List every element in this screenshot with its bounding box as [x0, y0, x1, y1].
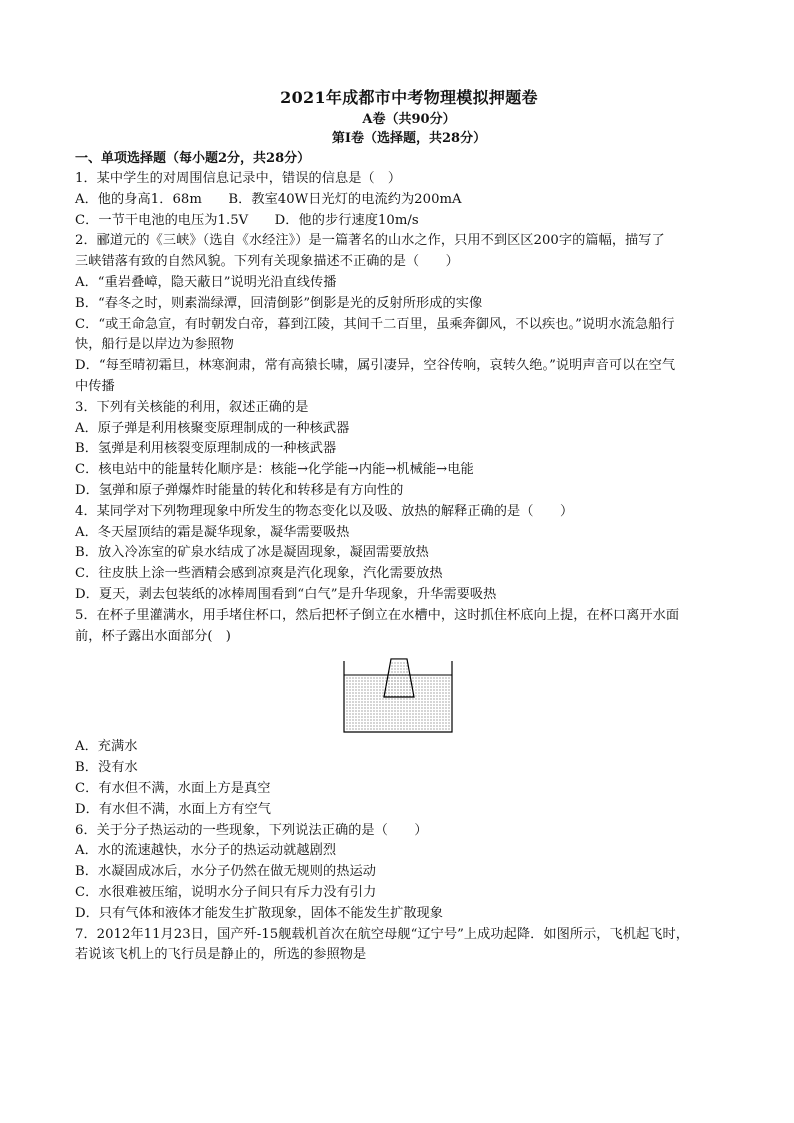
question-4-option-d: D．夏天，剥去包装纸的冰棒周围看到“白气”是升华现象，升华需要吸热 [75, 586, 497, 602]
question-3: 3．下列有关核能的利用，叙述正确的是 [75, 399, 309, 415]
question-5-option-d: D．有水但不满，水面上方有空气 [75, 801, 271, 817]
question-5-option-c: C．有水但不满，水面上方是真空 [75, 780, 271, 796]
question-5-line-1: 5．在杯子里灌满水，用手堵住杯口，然后把杯子倒立在水槽中，这时抓住杯底向上提，在杯口离开水面 [75, 607, 680, 623]
question-7-line-2: 若说该飞机上的飞行员是静止的，所选的参照物是 [75, 947, 367, 963]
question-6-option-d: D．只有气体和液体才能发生扩散现象，固体不能发生扩散现象 [75, 905, 444, 921]
question-3-option-b: B．氢弹是利用核裂变原理制成的一种核武器 [75, 441, 337, 457]
question-5-line-2: 前，杯子露出水面部分( ) [75, 628, 232, 644]
question-3-option-a: A．原子弹是利用核聚变原理制成的一种核武器 [75, 420, 350, 436]
question-6: 6．关于分子热运动的一些现象，下列说法正确的是（ ） [75, 822, 428, 838]
question-2-option-d-line-1: D．“每至晴初霜旦，林寒涧肃，常有高猿长啸，属引凄异，空谷传响，哀转久绝。”说明声音可以在空气 [75, 358, 676, 374]
question-2-option-a: A．“重岩叠嶂，隐天蔽日”说明光沿直线传播 [75, 274, 337, 290]
question-4-option-a: A．冬天屋顶结的霜是凝华现象，凝华需要吸热 [75, 524, 350, 540]
volume-heading: A卷（共90分） [362, 112, 456, 127]
question-1-options-cd: C．一节干电池的电压为1.5V D．他的步行速度10m/s [75, 212, 419, 228]
question-3-option-c: C．核电站中的能量转化顺序是：核能→化学能→内能→机械能→电能 [75, 462, 474, 478]
question-2-option-d-line-2: 中传播 [75, 378, 115, 394]
part-heading: 第Ⅰ卷（选择题，共28分） [331, 131, 487, 146]
question-5-option-b: B．没有水 [75, 760, 138, 776]
question-2-option-c-line-1: C．“或王命急宣，有时朝发白帝，暮到江陵，其间千二百里，虽乘奔御风，不以疾也。”说明水流急船行 [75, 316, 675, 332]
question-5-option-a: A．充满水 [75, 739, 138, 755]
cup-in-water-tank-icon [343, 653, 453, 733]
question-1-options-ab: A．他的身高1．68m B．教室40W日光灯的电流约为200mA [75, 191, 462, 207]
question-3-option-d: D．氢弹和原子弹爆炸时能量的转化和转移是有方向性的 [75, 482, 404, 498]
question-7-line-1: 7．2012年11月23日，国产歼-15舰载机首次在航空母舰“辽宁号”上成功起降．如图所示，飞机起飞时， [75, 926, 689, 942]
question-1: 1．某中学生的对周围信息记录中，错误的信息是（ ） [75, 171, 402, 186]
question-4-option-b: B．放入冷冻室的矿泉水结成了冰是凝固现象，凝固需要放热 [75, 545, 429, 561]
question-2-line-1: 2．郦道元的《三峡》（选自《水经注》）是一篇著名的山水之作，只用不到区区200字的篇幅，描写了 [75, 233, 665, 249]
question-2-option-b: B．“春冬之时，则素湍绿潭，回清倒影”倒影是光的反射所形成的实像 [75, 295, 483, 311]
question-6-option-c: C．水很难被压缩，说明水分子间只有斥力没有引力 [75, 884, 377, 900]
question-2-line-2: 三峡错落有致的自然风貌。下列有关现象描述不正确的是（ ） [75, 254, 459, 270]
question-6-option-a: A．水的流速越快，水分子的热运动就越剧烈 [75, 843, 337, 859]
question-4-option-c: C．往皮肤上涂一些酒精会感到凉爽是汽化现象，汽化需要放热 [75, 566, 443, 582]
question-4: 4．某同学对下列物理现象中所发生的物态变化以及吸、放热的解释正确的是（ ） [75, 503, 574, 519]
exam-title: 2021年成都市中考物理模拟押题卷 [280, 88, 538, 107]
question-5-figure [75, 647, 725, 737]
question-6-option-b: B．水凝固成冰后，水分子仍然在做无规则的热运动 [75, 864, 376, 880]
exam-page [75, 86, 725, 966]
section-heading: 一、单项选择题（每小题2分，共28分） [75, 151, 311, 166]
question-2-option-c-line-2: 快，船行是以岸边为参照物 [75, 337, 234, 353]
